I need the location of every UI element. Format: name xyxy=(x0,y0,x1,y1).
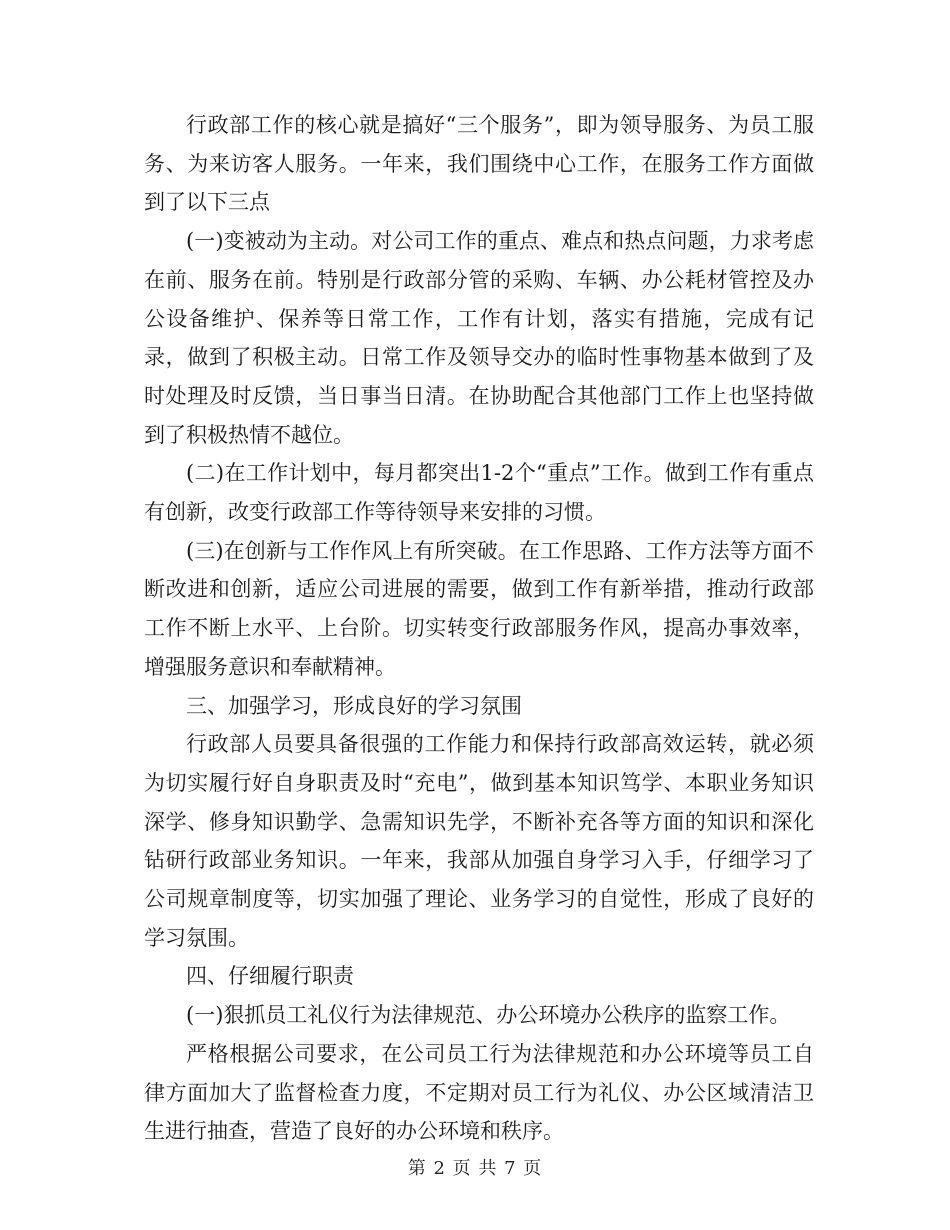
paragraph-item-3: (三)在创新与工作作风上有所突破。在工作思路、工作方法等方面不断改进和创新，适应公司进展的需要，做到工作有新举措，推动行政部工作不断上水平、上台阶。切实转变行政部服务作风，提高办事效率，增强服务意识和奉献精神。 xyxy=(144,538,814,679)
section-heading-3: 三、加强学习，形成良好的学习氛围 xyxy=(186,693,522,718)
paragraph-duty-1: (一)狠抓员工礼仪行为法律规范、办公环境办公秩序的监察工作。 xyxy=(186,1003,791,1028)
paragraph-item-1: (一)变被动为主动。对公司工作的重点、难点和热点问题，力求考虑在前、服务在前。特别是行政部分管的采购、车辆、办公耗材管控及办公设备维护、保养等日常工作，工作有计划，落实有措施，完成有记录，做到了积极主动。日常工作及领导交办的临时性事物基本做到了及时处理及时反馈，当日事当日清。在协助配合其他部门工作上也坚持做到了积极热情不越位。 xyxy=(144,229,814,447)
paragraph-duty-detail: 严格根据公司要求，在公司员工行为法律规范和办公环境等员工自律方面加大了监督检查力度，不定期对员工行为礼仪、办公区域清洁卫生进行抽查，营造了良好的办公环境和秩序。 xyxy=(144,1041,814,1144)
paragraph-study: 行政部人员要具备很强的工作能力和保持行政部高效运转，就必须为切实履行好自身职责及时“充电”，做到基本知识笃学、本职业务知识深学、修身知识勤学、急需知识先学，不断补充各等方面的知识和深化钻研行政部业务知识。一年来，我部从加强自身学习入手，仔细学习了公司规章制度等，切实加强了理论、业务学习的自觉性，形成了良好的学习氛围。 xyxy=(144,732,814,950)
paragraph-item-2: (二)在工作计划中，每月都突出1-2个“重点”工作。做到工作有重点有创新，改变行政部工作等待领导来安排的习惯。 xyxy=(144,461,814,525)
section-heading-4: 四、仔细履行职责 xyxy=(186,964,354,989)
paragraph-intro: 行政部工作的核心就是搞好“三个服务”，即为领导服务、为员工服务、为来访客人服务。一年来，我们围绕中心工作，在服务工作方面做到了以下三点 xyxy=(144,113,814,215)
document-body xyxy=(144,106,814,1151)
page-number: 第 2 页 共 7 页 xyxy=(407,1158,543,1179)
